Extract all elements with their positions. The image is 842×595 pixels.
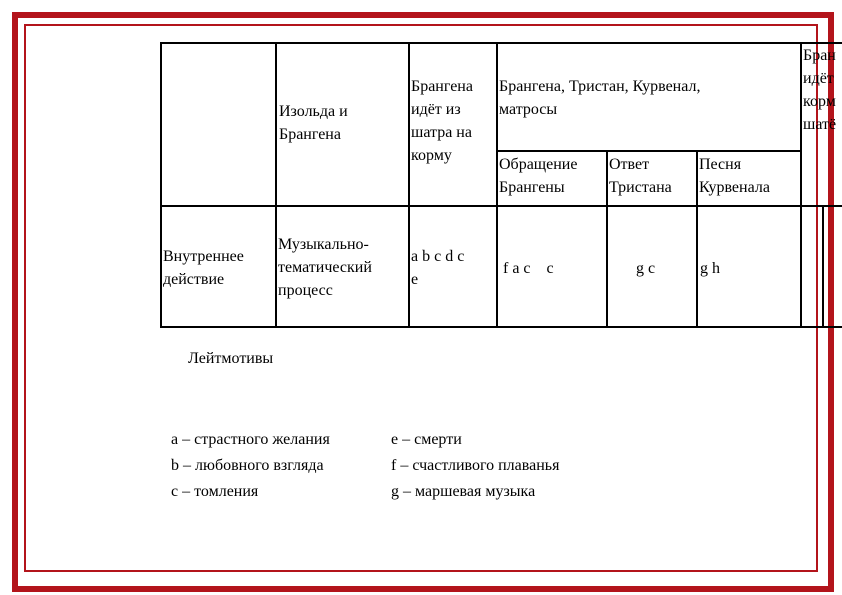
legend-item-a: a – страстного желания: [171, 431, 330, 448]
row-inner-action: Внутреннее действие: [163, 248, 244, 288]
legend-item-b: b – любовного взгляда: [171, 457, 324, 474]
legend-item-e: e – смерти: [391, 431, 462, 448]
table-col-line-2: [408, 42, 410, 328]
table-header-bottom-line: [160, 205, 842, 207]
table-col-line-6: [800, 42, 802, 328]
table-top-line: [160, 42, 842, 44]
header-kurvenal-song: Песня Курвенала: [699, 156, 770, 196]
table-col-line-1: [275, 42, 277, 328]
header-tristan-answer: Ответ Тристана: [609, 156, 672, 196]
row-motifs-col3: a b c d c e: [411, 248, 465, 288]
table-bottom-line: [160, 326, 842, 328]
header-brangena-goes: Брангена идёт из шатра на корму: [411, 78, 473, 164]
legend-item-f: f – счастливого плаванья: [391, 457, 560, 474]
header-last-cut: Бран идёт корм шатё: [803, 47, 837, 133]
table-subheader-line: [496, 150, 802, 152]
legend-item-g: g – маршевая музыка: [391, 483, 536, 500]
header-isolde-brangena: Изольда и Брангена: [279, 103, 348, 143]
row-motifs-col5: g c: [636, 260, 656, 277]
row-motifs-col6: g h: [700, 260, 720, 277]
header-brangena-address: Обращение Брангены: [499, 156, 578, 196]
leitmotifs-title: Лейтмотивы: [188, 350, 274, 367]
table-col-line-0: [160, 42, 162, 328]
table-col-line-7: [822, 205, 824, 328]
header-group: Брангена, Тристан, Курвенал, матросы: [499, 78, 701, 118]
legend-item-c: c – томления: [171, 483, 259, 500]
row-motifs-col4: f a c c: [503, 260, 554, 277]
row-musical-process: Музыкально- тематический процесс: [278, 236, 372, 299]
